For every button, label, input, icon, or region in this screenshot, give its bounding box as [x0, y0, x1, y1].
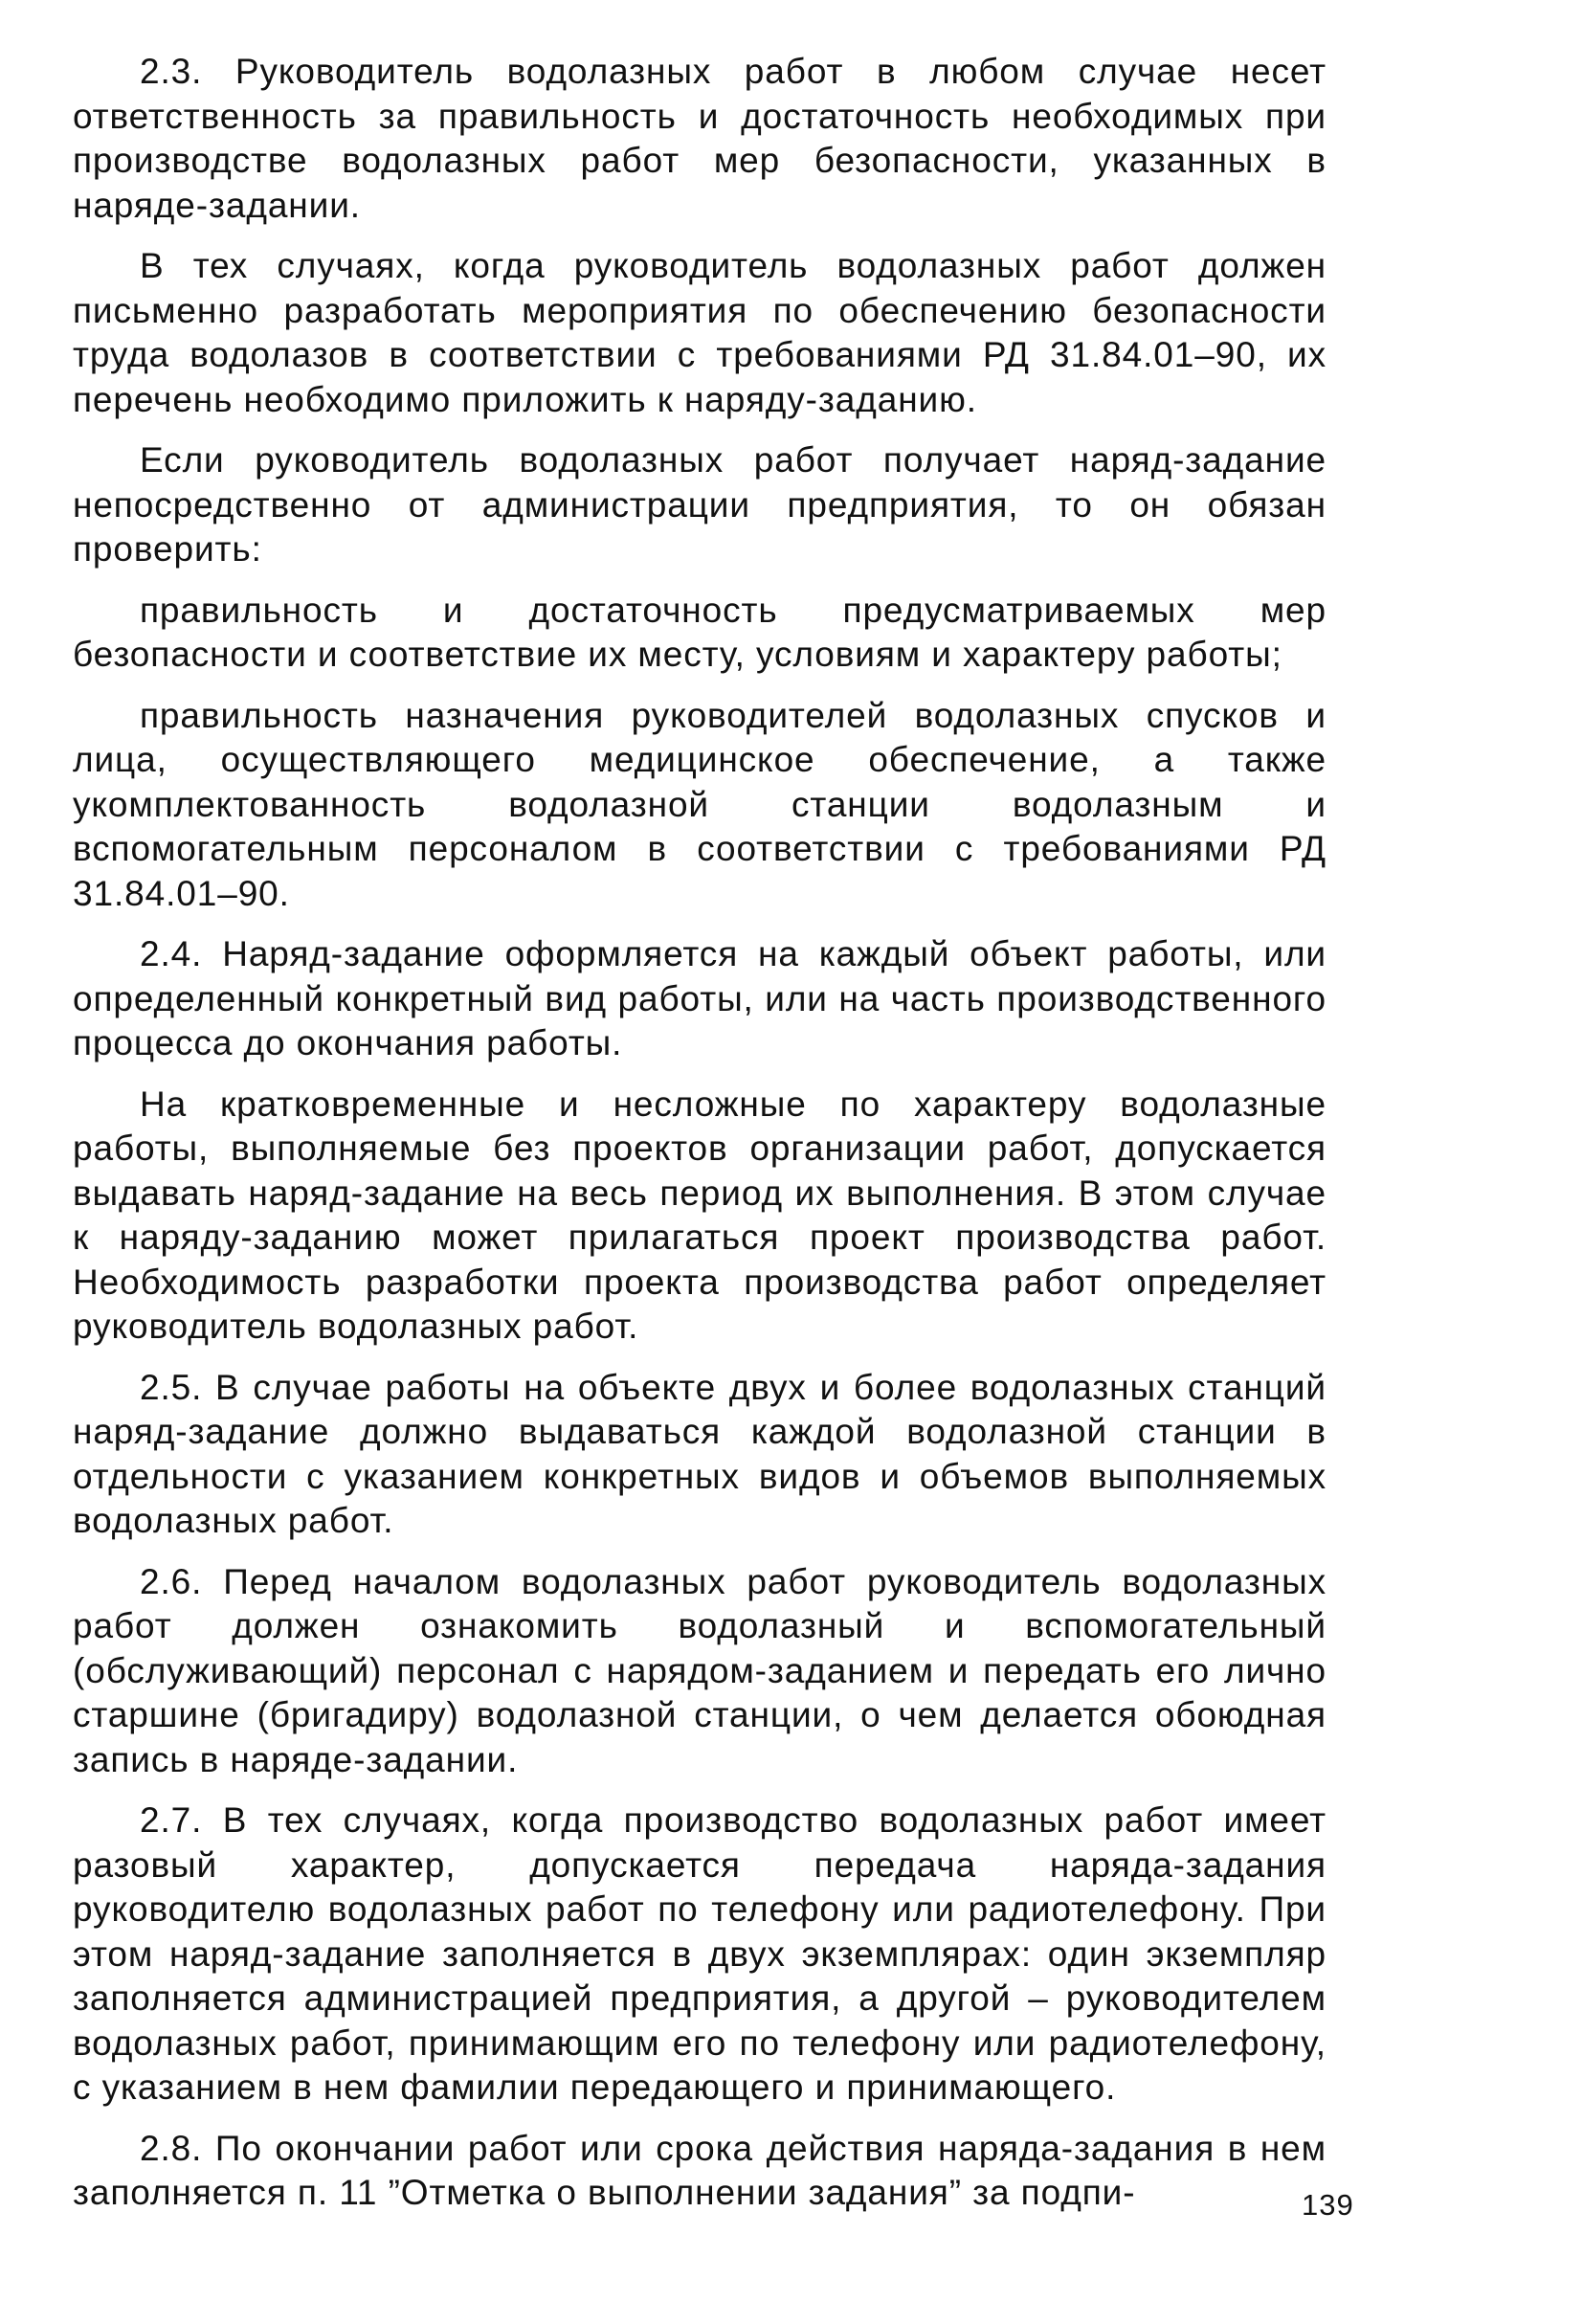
paragraph-2-8: 2.8. По окончании работ или срока действия наряда-задания в нем заполняется п. 11 ”Отметка о выполнении задания” за подпи-: [73, 2128, 1327, 2212]
paragraph-2-3: 2.3. Руководитель водолазных работ в любом случае несет ответственность за правильность и достаточность необходимых при производстве водолазных работ мер безопасности, указанных в наряде-задании.: [73, 52, 1327, 225]
page-number: 139: [1302, 2188, 1354, 2222]
paragraph-2-4: 2.4. Наряд-задание оформляется на каждый объект работы, или определенный конкретный вид работы, или на часть производственного процесса до окончания работы.: [73, 934, 1327, 1062]
paragraph-check-item-1: правильность и достаточность предусматриваемых мер безопасности и соответствие их месту, условиям и характеру работы;: [73, 590, 1327, 674]
paragraph-safety-measures: В тех случаях, когда руководитель водолазных работ должен письменно разработать мероприятия по обеспечению безопасности труда водолазов в соответствии с требованиями РД 31.84.01–90, их перечень необходимо приложить к наряду-заданию.: [73, 246, 1327, 419]
paragraph-2-5: 2.5. В случае работы на объекте двух и более водолазных станций наряд-задание должно выдаваться каждой водолазной станции в отдельности с указанием конкретных видов и объемов выполняемых водолазных работ.: [73, 1367, 1327, 1540]
paragraph-short-term-works: На кратковременные и несложные по характеру водолазные работы, выполняемые без проектов организации работ, допускается выдавать наряд-задание на весь период их выполнения. В этом случае к наряду-заданию может прилагаться проект производства работ. Необходимость разработки проекта производства работ определяет руководитель водолазных работ.: [73, 1084, 1327, 1346]
paragraph-2-6: 2.6. Перед началом водолазных работ руководитель водолазных работ должен ознакомить водолазный и вспомогательный (обслуживающий) персонал с нарядом-заданием и передать его лично старшине (бригадиру) водолазной станции, о чем делается обоюдная запись в наряде-задании.: [73, 1561, 1327, 1779]
paragraph-check-intro: Если руководитель водолазных работ получает наряд-задание непосредственно от администрации предприятия, то он обязан проверить:: [73, 440, 1327, 569]
paragraph-2-7: 2.7. В тех случаях, когда производство водолазных работ имеет разовый характер, допускается передача наряда-задания руководителю водолазных работ по телефону или радиотелефону. При этом наряд-задание заполняется в двух экземплярах: один экземпляр заполняется администрацией предприятия, а другой – руководителем водолазных работ, принимающим его по телефону или радиотелефону, с указанием в нем фамилии передающего и принимающего.: [73, 1800, 1327, 2107]
document-page: [73, 50, 1327, 2232]
paragraph-check-item-2: правильность назначения руководителей водолазных спусков и лица, осуществляющего медицинское обеспечение, а также укомплектованность водолазной станции водолазным и вспомогательным персоналом в соответствии с требованиями РД 31.84.01–90.: [73, 695, 1327, 913]
